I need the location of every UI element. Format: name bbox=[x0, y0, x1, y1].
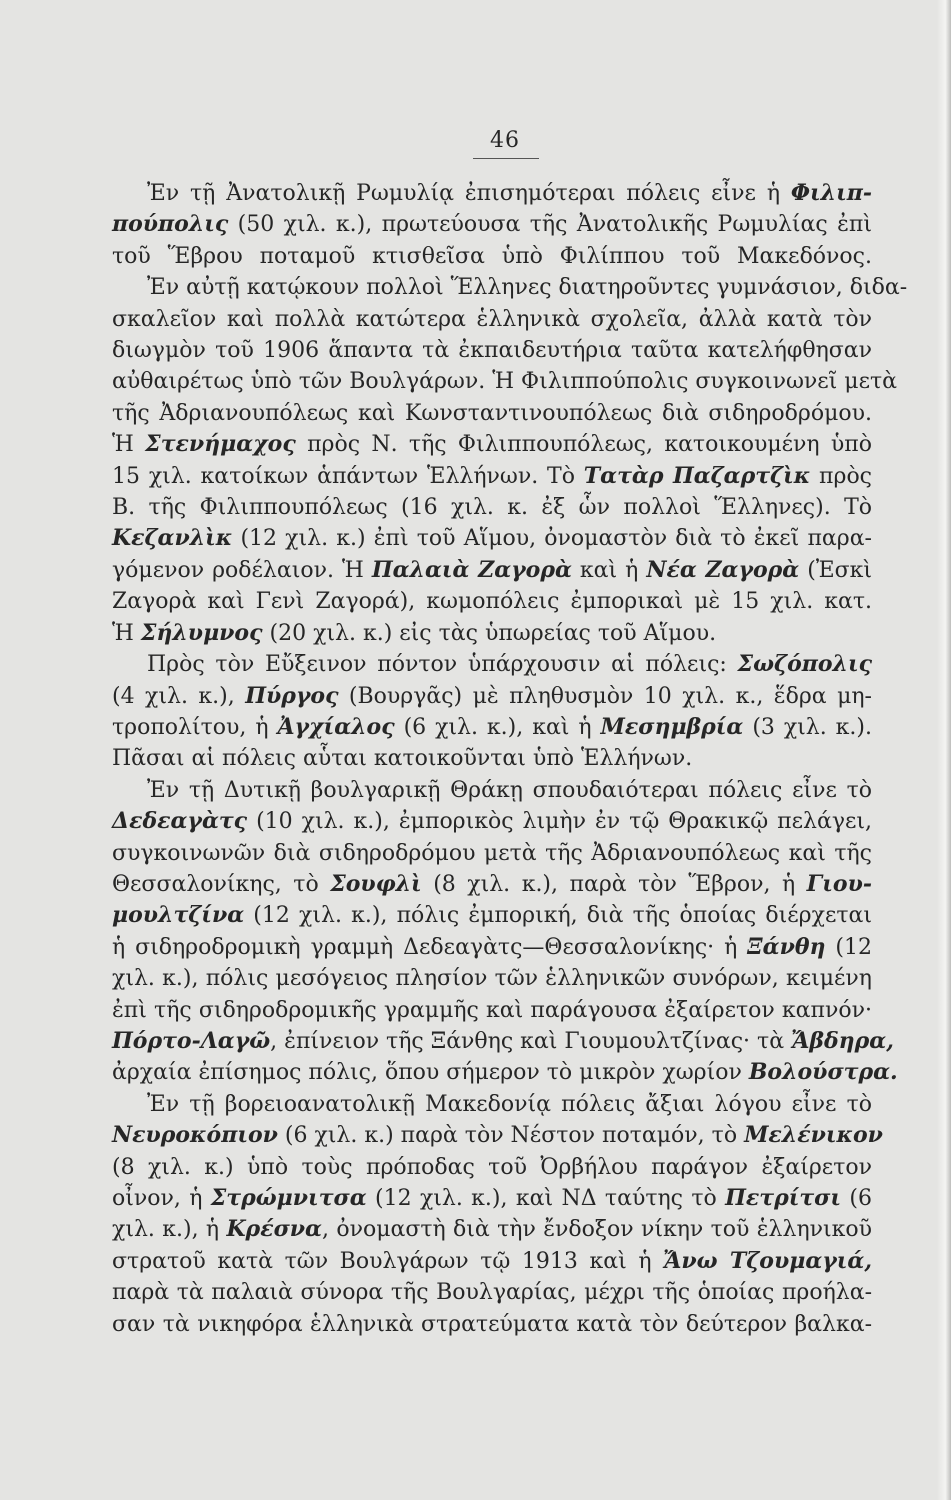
text-line bbox=[112, 1152, 872, 1183]
place-name: Ἀγχίαλος bbox=[277, 713, 395, 740]
text-span: (12 χιλ. κ.), πόλις ἐμπορική, διὰ τῆς ὁποίας διέρχεται bbox=[244, 903, 872, 929]
place-name: Τατὰρ Παζαρτζὶκ bbox=[583, 462, 811, 489]
place-name: Σουφλὶ bbox=[330, 870, 422, 897]
text-line bbox=[112, 900, 872, 931]
place-name: Βολούστρα. bbox=[748, 1059, 898, 1086]
text-line bbox=[112, 1214, 872, 1245]
text-line bbox=[112, 932, 872, 963]
text-span: αὐθαιρέτως ὑπὸ τῶν Βουλγάρων. Ἡ Φιλιππούπολις συγκοινωνεῖ μετὰ bbox=[112, 369, 897, 395]
text-line bbox=[112, 806, 872, 837]
text-line bbox=[112, 209, 872, 240]
text-line bbox=[112, 1246, 872, 1277]
text-span: Ἡ bbox=[112, 620, 141, 646]
text-line bbox=[112, 398, 872, 429]
text-span: (6 bbox=[841, 1186, 872, 1211]
place-name: Ἄβδηρα, bbox=[791, 1027, 894, 1054]
place-name: Φιλιπ- bbox=[790, 180, 872, 206]
text-span: ἀρχαία ἐπίσημος πόλις, ὅπου σήμερον τὸ μικρὸν χωρίον bbox=[112, 1060, 749, 1086]
text-line bbox=[112, 1089, 872, 1120]
text-line bbox=[112, 461, 872, 492]
text-line bbox=[112, 523, 872, 554]
place-name: Σήλυμνος bbox=[140, 619, 263, 646]
text-span: (12 χιλ. κ.) ἐπὶ τοῦ Αἵμου, ὀνομαστὸν διὰ τὸ ἐκεῖ παρα- bbox=[232, 526, 872, 552]
text-span: Β. τῆς Φιλιππουπόλεως (16 χιλ. κ. ἐξ ὧν πολλοὶ Ἕλληνες). Τὸ bbox=[112, 495, 872, 521]
text-line bbox=[112, 712, 872, 743]
text-span: (4 χιλ. κ.), bbox=[112, 683, 246, 709]
place-name: Μεσημβρία bbox=[600, 713, 744, 740]
text-line bbox=[112, 649, 872, 680]
place-name: Στρώμνιτσα bbox=[210, 1185, 367, 1211]
place-name: πούπολις bbox=[112, 211, 229, 238]
text-span: συγκοινωνῶν διὰ σιδηροδρόμου μετὰ τῆς Ἀδριανουπόλεως καὶ τῆς bbox=[112, 840, 872, 866]
text-span: τῆς Ἀδριανουπόλεως καὶ Κωνσταντινουπόλεως διὰ σιδηροδρόμου. bbox=[112, 400, 872, 426]
text-line bbox=[112, 335, 872, 366]
text-span: σκαλεῖον καὶ πολλὰ κατώτερα ἑλληνικὰ σχολεῖα, ἀλλὰ κατὰ τὸν bbox=[112, 306, 872, 332]
text-line bbox=[112, 555, 872, 586]
text-span: ἐπὶ τῆς σιδηροδρομικῆς γραμμῆς καὶ παράγουσα ἐξαίρετον καπνόν· bbox=[112, 997, 872, 1023]
text-line bbox=[112, 1120, 883, 1151]
text-line bbox=[112, 1277, 872, 1308]
text-span: καὶ ἡ bbox=[571, 557, 647, 583]
text-line bbox=[112, 272, 908, 303]
text-line bbox=[112, 241, 872, 272]
text-span: (8 χιλ. κ.), παρὰ τὸν Ἕβρον, ἡ bbox=[421, 871, 807, 897]
text-span: χιλ. κ.), ἡ bbox=[112, 1217, 227, 1243]
place-name: Πύργος bbox=[245, 682, 339, 709]
text-span: (20 χιλ. κ.) εἰς τὰς ὑπωρείας τοῦ Αἵμου. bbox=[262, 620, 717, 646]
text-line bbox=[112, 618, 872, 649]
text-span: διωγμὸν τοῦ 1906 ἅπαντα τὰ ἐκπαιδευτήρια ταῦτα κατελήφθησαν bbox=[112, 338, 872, 364]
text-span: (50 χιλ. κ.), πρωτεύουσα τῆς Ἀνατολικῆς Ρωμυλίας ἐπὶ bbox=[228, 212, 872, 238]
text-span: Ζαγορὰ καὶ Γενὶ Ζαγορά), κωμοπόλεις ἐμπορικαὶ μὲ 15 χιλ. κατ. bbox=[112, 589, 872, 615]
text-span: τροπολίτου, ἡ bbox=[112, 714, 278, 740]
text-span: Ἐν τῇ Ἀνατολικῇ Ρωμυλίᾳ ἐπισημότεραι πόλεις εἶνε ἡ bbox=[147, 181, 791, 206]
text-line bbox=[112, 586, 872, 617]
text-span: (6 χιλ. κ.), καὶ ἡ bbox=[394, 714, 601, 740]
text-line bbox=[112, 1183, 872, 1214]
text-span: ἡ σιδηροδρομικὴ γραμμὴ Δεδεαγὰτς—Θεσσαλονίκης· ἡ bbox=[112, 934, 748, 960]
place-name: Νέα Ζαγορὰ bbox=[646, 556, 800, 583]
text-line bbox=[112, 1309, 872, 1340]
text-span: στρατοῦ κατὰ τῶν Βουλγάρων τῷ 1913 καὶ ἡ bbox=[112, 1248, 664, 1274]
text-span: παρὰ τὰ παλαιὰ σύνορα τῆς Βουλγαρίας, μέχρι τῆς ὁποίας προήλα- bbox=[112, 1280, 872, 1306]
text-span: , ὀνομαστὴ διὰ τὴν ἔνδοξον νίκην τοῦ ἑλληνικοῦ bbox=[321, 1217, 872, 1243]
text-span: χιλ. κ.), πόλις μεσόγειος πλησίον τῶν ἑλληνικῶν συνόρων, κειμένη bbox=[112, 966, 872, 992]
place-name: Νευροκόπιον bbox=[112, 1122, 278, 1149]
text-span: (Ἐσκὶ bbox=[799, 557, 872, 583]
body-text bbox=[112, 178, 908, 1340]
text-span: Ἐν τῇ βορειοανατολικῇ Μακεδονίᾳ πόλεις ἄξιαι λόγου εἶνε τὸ bbox=[147, 1091, 872, 1117]
text-span: , ἐπίνειον τῆς Ξάνθης καὶ Γιουμουλτζίνας· τὰ bbox=[270, 1028, 792, 1054]
text-span: (8 χιλ. κ.) ὑπὸ τοὺς πρόποδας τοῦ Ὀρβήλου παράγον ἐξαίρετον bbox=[112, 1154, 872, 1180]
text-span: Πρὸς τὸν Εὔξεινον πόντον ὑπάρχουσιν αἱ πόλεις: bbox=[147, 652, 738, 678]
place-name: μουλτζίνα bbox=[112, 902, 245, 929]
text-span: (6 χιλ. κ.) παρὰ τὸν Νέστον ποταμόν, τὸ bbox=[277, 1123, 745, 1149]
text-span: πρὸς Ν. τῆς Φιλιππουπόλεως, κατοικουμένη ὑπὸ bbox=[295, 432, 873, 458]
text-line bbox=[112, 304, 872, 335]
text-span: σαν τὰ νικηφόρα ἑλληνικὰ στρατεύματα κατὰ τὸν δεύτερον βαλκα- bbox=[112, 1311, 872, 1337]
place-name: Πόρτο-Λαγῶ bbox=[112, 1027, 271, 1054]
text-line bbox=[112, 492, 872, 523]
text-line bbox=[112, 178, 872, 209]
text-span: Ἐν τῇ Δυτικῇ βουλγαρικῇ Θράκῃ σπουδαιότεραι πόλεις εἶνε τὸ bbox=[147, 777, 872, 803]
text-span: (12 χιλ. κ.), καὶ ΝΔ ταύτης τὸ bbox=[366, 1186, 726, 1211]
text-line bbox=[112, 681, 872, 712]
text-line bbox=[112, 429, 872, 460]
text-span: Ἐν αὐτῇ κατῴκουν πολλοὶ Ἕλληνες διατηροῦντες γυμνάσιον, διδα- bbox=[147, 275, 908, 301]
page-number: 46 bbox=[490, 128, 520, 153]
place-name: Ξάνθη bbox=[747, 933, 826, 960]
text-line bbox=[112, 963, 872, 994]
text-span: (3 χιλ. κ.). bbox=[743, 714, 872, 740]
text-line bbox=[112, 838, 872, 869]
place-name: Κεζανλὶκ bbox=[112, 525, 233, 552]
text-line bbox=[112, 1057, 898, 1088]
text-span: πρὸς bbox=[810, 463, 873, 489]
page-number-rule bbox=[473, 158, 539, 159]
place-name: Γιου- bbox=[806, 870, 872, 897]
place-name: Κρέσνα bbox=[226, 1216, 322, 1243]
text-span: (12 bbox=[825, 934, 872, 960]
text-line bbox=[112, 995, 872, 1026]
place-name: Σωζόπολις bbox=[737, 651, 872, 678]
text-line bbox=[112, 366, 897, 397]
text-line bbox=[112, 775, 872, 806]
text-line bbox=[112, 743, 872, 774]
text-span: γόμενον ροδέλαιον. Ἡ bbox=[112, 557, 372, 583]
page-edge bbox=[937, 0, 951, 1500]
text-span: Θεσσαλονίκης, τὸ bbox=[112, 871, 331, 897]
text-line bbox=[112, 1026, 894, 1057]
text-span: τοῦ Ἕβρου ποταμοῦ κτισθεῖσα ὑπὸ Φιλίππου τοῦ Μακεδόνος. bbox=[112, 243, 872, 269]
text-span: οἶνον, ἡ bbox=[112, 1186, 211, 1211]
text-line bbox=[112, 869, 872, 900]
text-span: (Βουργᾶς) μὲ πληθυσμὸν 10 χιλ. κ., ἕδρα μη- bbox=[338, 683, 872, 709]
text-span: 15 χιλ. κατοίκων ἁπάντων Ἑλλήνων. Τὸ bbox=[112, 463, 584, 489]
place-name: Παλαιὰ Ζαγορὰ bbox=[371, 556, 572, 583]
place-name: Ἄνω Τζουμαγιά, bbox=[663, 1247, 873, 1274]
text-span: Ἡ bbox=[112, 432, 146, 458]
place-name: Μελένικον bbox=[744, 1122, 883, 1149]
place-name: Πετρίτσι bbox=[725, 1185, 842, 1211]
place-name: Στενήμαχος bbox=[145, 431, 296, 458]
text-span: Πᾶσαι αἱ πόλεις αὗται κατοικοῦνται ὑπὸ Ἑλλήνων. bbox=[112, 746, 693, 772]
place-name: Δεδεαγὰτς bbox=[112, 808, 248, 835]
text-span: (10 χιλ. κ.), ἐμπορικὸς λιμὴν ἐν τῷ Θρακικῷ πελάγει, bbox=[247, 809, 872, 835]
